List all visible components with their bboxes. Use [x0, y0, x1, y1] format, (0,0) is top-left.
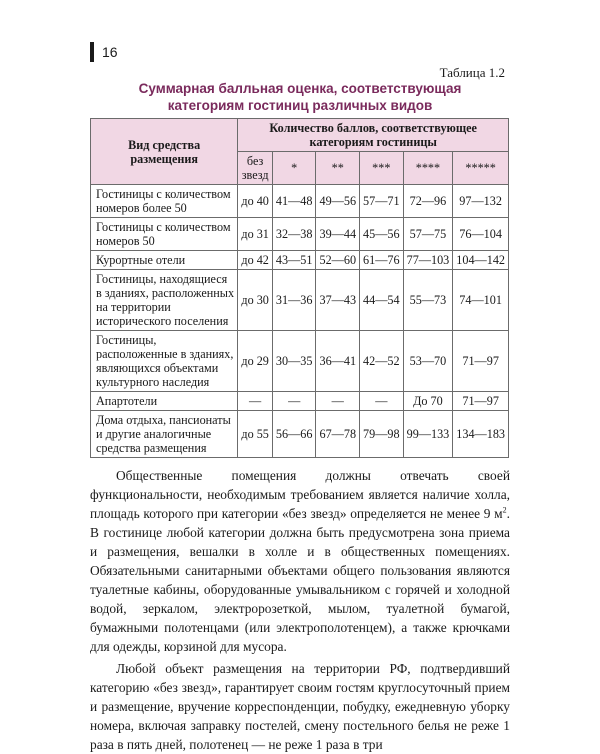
cell-value: 55—73 — [403, 270, 453, 331]
cell-value: 31—36 — [272, 270, 316, 331]
page-number-bar — [90, 42, 94, 62]
cell-value: 67—78 — [316, 411, 360, 458]
table-row — [91, 411, 509, 458]
cell-value: 77—103 — [403, 251, 453, 270]
column-header-type: Вид средства размещения — [91, 119, 238, 185]
paragraph-text: . В гостинице любой категории должна быть предусмотрена зона приема и размещения, вешалки в холле и в общественных помещениях. Обязательными санитарными объектами общего пользования являются туалетные кабины, оборудованные умывальником с горячей и холодной водой, зеркалом, электророзеткой, мылом, туалетной бумагой, бумажными полотенцами (или электрополотенцем), а также крючками для одежды, корзиной для мусора. — [90, 506, 510, 654]
cell-value: 42—52 — [360, 331, 404, 392]
cell-value: 74—101 — [453, 270, 509, 331]
page-header — [90, 42, 118, 62]
row-name: Дома отдыха, пансионаты и другие аналогичные средства размещения — [91, 411, 238, 458]
cell-value: 71—97 — [453, 392, 509, 411]
cell-value: 43—51 — [272, 251, 316, 270]
cell-value: 99—133 — [403, 411, 453, 458]
cell-value: 32—38 — [272, 218, 316, 251]
cell-value: — — [238, 392, 273, 411]
cell-value: 79—98 — [360, 411, 404, 458]
cell-value: — — [272, 392, 316, 411]
table-row — [91, 331, 509, 392]
cell-value: 71—97 — [453, 331, 509, 392]
cell-value: 53—70 — [403, 331, 453, 392]
cell-value: 37—43 — [316, 270, 360, 331]
row-name: Курортные отели — [91, 251, 238, 270]
column-header-group: Количество баллов, соответствующее категориям гостиницы — [238, 119, 509, 152]
paragraph-text: Общественные помещения должны отвечать своей функциональности, необходимым требованием является наличие холла, площадь которого при категории «без звезд» определяется не менее 9 м — [90, 468, 510, 521]
table-row — [91, 218, 509, 251]
column-header-category: *** — [360, 152, 404, 185]
body-text — [90, 466, 510, 754]
cell-value: до 30 — [238, 270, 273, 331]
row-name: Гостиницы с количеством номеров 50 — [91, 218, 238, 251]
table-row — [91, 270, 509, 331]
table-row — [91, 392, 509, 411]
cell-value: 44—54 — [360, 270, 404, 331]
column-header-category: ** — [316, 152, 360, 185]
table-row — [91, 251, 509, 270]
cell-value: 104—142 — [453, 251, 509, 270]
cell-value: 30—35 — [272, 331, 316, 392]
cell-value: — — [360, 392, 404, 411]
cell-value: 56—66 — [272, 411, 316, 458]
table-label: Таблица 1.2 — [439, 65, 505, 80]
table-header-row — [91, 119, 509, 152]
table-caption — [90, 80, 510, 114]
cell-value: 41—48 — [272, 185, 316, 218]
cell-value: до 29 — [238, 331, 273, 392]
row-name: Гостиницы с количеством номеров более 50 — [91, 185, 238, 218]
cell-value: 97—132 — [453, 185, 509, 218]
cell-value: 49—56 — [316, 185, 360, 218]
cell-value: до 42 — [238, 251, 273, 270]
cell-value: 61—76 — [360, 251, 404, 270]
page-number: 16 — [102, 44, 118, 60]
column-header-category: * — [272, 152, 316, 185]
cell-value: 57—71 — [360, 185, 404, 218]
cell-value: 52—60 — [316, 251, 360, 270]
cell-value: 39—44 — [316, 218, 360, 251]
cell-value: 45—56 — [360, 218, 404, 251]
column-header-category: **** — [403, 152, 453, 185]
cell-value: — — [316, 392, 360, 411]
cell-value: До 70 — [403, 392, 453, 411]
row-name: Апартотели — [91, 392, 238, 411]
row-name: Гостиницы, находящиеся в зданиях, расположенных на территории исторического поселения — [91, 270, 238, 331]
table-caption-line: категориям гостиниц различных видов — [167, 98, 433, 113]
rating-table — [90, 118, 509, 458]
paragraph: Любой объект размещения на территории РФ, подтвердивший категорию «без звезд», гарантирует своим гостям круглосуточный прием и размещение, вручение корреспонденции, побудку, ежедневную уборку номера, включая заправку постелей, смену постельного белья не реже 1 раза в пять дней, полотенец — не реже 1 раза в три — [90, 661, 510, 752]
cell-value: 57—75 — [403, 218, 453, 251]
column-header-category: без звезд — [238, 152, 273, 185]
superscript: 2 — [502, 505, 507, 515]
cell-value: до 40 — [238, 185, 273, 218]
cell-value: до 55 — [238, 411, 273, 458]
table-row — [91, 185, 509, 218]
paragraph — [90, 466, 510, 656]
table-caption-line: Суммарная балльная оценка, соответствующая — [138, 81, 462, 96]
cell-value: 76—104 — [453, 218, 509, 251]
cell-value: 36—41 — [316, 331, 360, 392]
row-name: Гостиницы, расположенные в зданиях, являющихся объектами культурного наследия — [91, 331, 238, 392]
cell-value: 72—96 — [403, 185, 453, 218]
cell-value: 134—183 — [453, 411, 509, 458]
cell-value: до 31 — [238, 218, 273, 251]
column-header-category: ***** — [453, 152, 509, 185]
